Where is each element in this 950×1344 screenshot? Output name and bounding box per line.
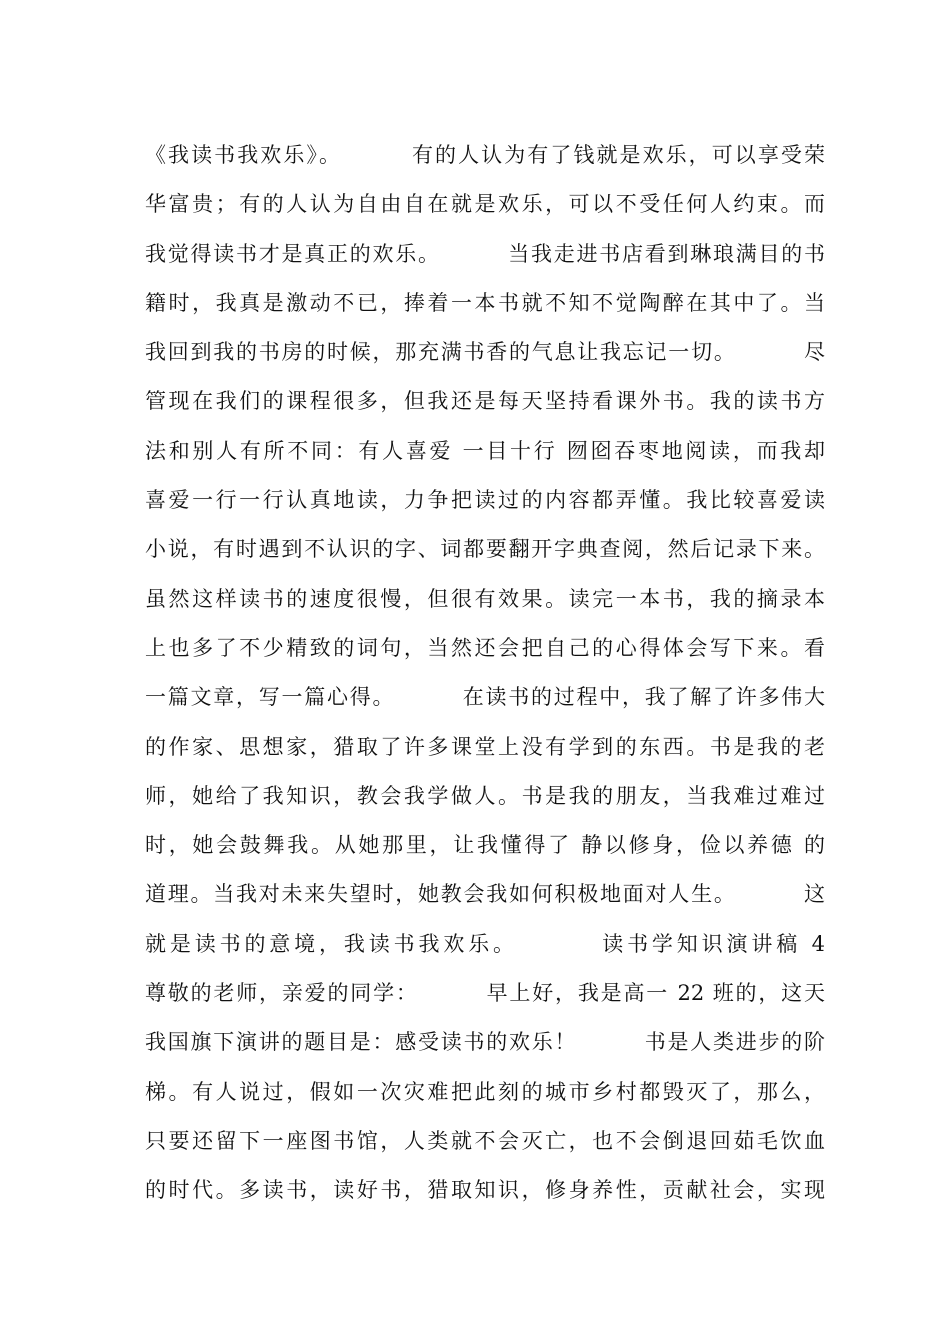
text-line: 华富贵；有的人认为自由自在就是欢乐，可以不受任何人约束。而 (145, 192, 825, 217)
text-line: 管现在我们的课程很多，但我还是每天坚持看课外书。我的读书方 (145, 389, 825, 414)
text-line: 尊敬的老师，亲爱的同学： 早上好，我是高一 22 班的，这天 (145, 981, 825, 1006)
text-line: 籍时，我真是激动不已，捧着一本书就不知不觉陶醉在其中了。当 (145, 290, 825, 315)
text-line: 法和别人有所不同：有人喜爱 一目十行 囫囵吞枣地阅读，而我却 (145, 438, 825, 463)
text-line: 道理。当我对未来失望时，她教会我如何积极地面对人生。 这 (145, 882, 825, 907)
text-line: 上也多了不少精致的词句，当然还会把自己的心得体会写下来。看 (145, 635, 825, 660)
text-line: 我国旗下演讲的题目是：感受读书的欢乐！ 书是人类进步的阶 (145, 1030, 825, 1055)
text-line: 喜爱一行一行认真地读，力争把读过的内容都弄懂。我比较喜爱读 (145, 488, 825, 513)
text-line: 梯。有人说过，假如一次灾难把此刻的城市乡村都毁灭了，那么， (145, 1079, 825, 1104)
text-line: 我觉得读书才是真正的欢乐。 当我走进书店看到琳琅满目的书 (145, 241, 825, 266)
text-line: 虽然这样读书的速度很慢，但很有效果。读完一本书，我的摘录本 (145, 586, 825, 611)
text-line: 我回到我的书房的时候，那充满书香的气息让我忘记一切。 尽 (145, 340, 825, 365)
text-line: 就是读书的意境，我读书我欢乐。 读书学知识演讲稿 4 (145, 931, 825, 956)
text-line: 的作家、思想家，猎取了许多课堂上没有学到的东西。书是我的老 (145, 734, 825, 759)
text-line: 只要还留下一座图书馆，人类就不会灭亡，也不会倒退回茹毛饮血 (145, 1128, 825, 1153)
body-text (145, 131, 825, 1216)
text-line: 的时代。多读书，读好书，猎取知识，修身养性，贡献社会，实现 (145, 1178, 825, 1203)
text-line: 时，她会鼓舞我。从她那里，让我懂得了 静以修身，俭以养德 的 (145, 833, 825, 858)
text-line: 小说，有时遇到不认识的字、词都要翻开字典查阅，然后记录下来。 (145, 537, 825, 562)
text-line: 一篇文章，写一篇心得。 在读书的过程中，我了解了许多伟大 (145, 685, 825, 710)
text-line: 师，她给了我知识，教会我学做人。书是我的朋友，当我难过难过 (145, 783, 825, 808)
text-line: 《我读书我欢乐》。 有的人认为有了钱就是欢乐，可以享受荣 (145, 143, 825, 167)
